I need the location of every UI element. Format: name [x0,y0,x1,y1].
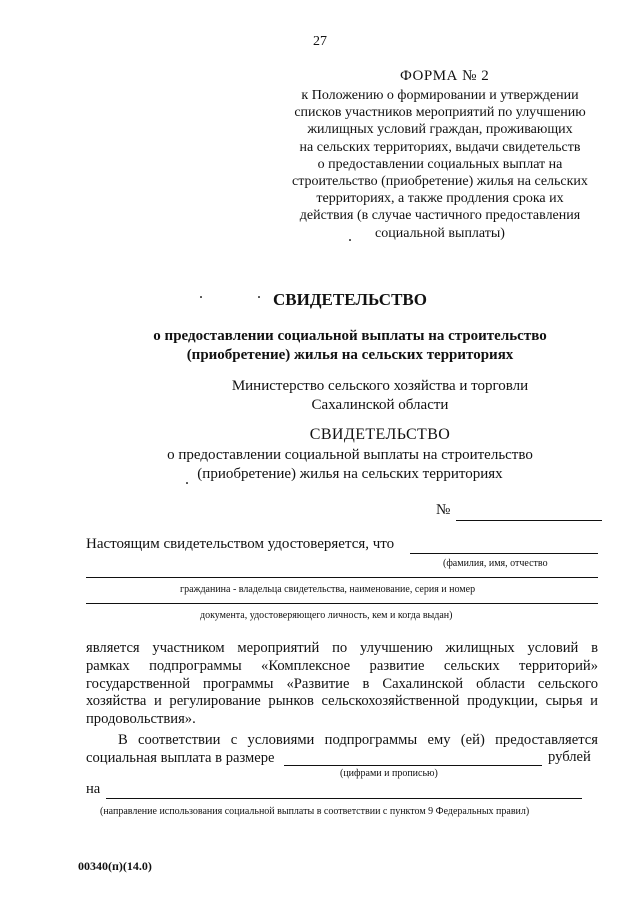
rubles-label: рублей [548,749,591,765]
conditions-line: социальная выплата в размере [86,750,275,766]
payment-amount-field[interactable] [284,765,542,766]
certificate-title: СВИДЕТЕЛЬСТВО [309,426,451,443]
participant-line: государственной программы «Развитие в Сахалинской области сельского [86,675,598,692]
hint-document: документа, удостоверяющего личность, кем и когда выдан) [200,610,453,621]
form-description-line: территориях, а также продления срока их [316,191,564,207]
ministry-line: Министерство сельского хозяйства и торговли [231,378,529,394]
recipient-document-field[interactable] [86,603,598,604]
recipient-name-field[interactable] [410,553,598,554]
conditions-paragraph [86,731,598,767]
scan-speck [349,239,351,241]
form-title: ФОРМА № 2 [400,68,490,84]
form-description [270,87,610,242]
form-description-line: социальной выплаты) [375,225,505,241]
certificate-title-subtitle-line: о предоставлении социальной выплаты на строительство [167,447,533,463]
form-description-line: жилищных условий граждан, проживающих [307,122,573,138]
footer-code: 00340(п)(14.0) [78,859,152,873]
purpose-label: на [86,781,101,797]
ministry-line: Сахалинской области [311,397,449,413]
recipient-citizen-field[interactable] [86,577,598,578]
certificate-number-label: № [436,502,451,518]
ministry-name [160,377,600,415]
form-description-line: к Положению о формировании и утверждении [301,88,579,103]
form-description-line: действия (в случае частичного предоставления [299,208,581,224]
participant-line: хозяйства и регулирование рынков сельскохозяйственной продукции, сырья и [86,693,598,710]
participant-line: продовольствия». [86,711,196,728]
certificate-title-subtitle [130,446,570,484]
form-description-line: списков участников мероприятий по улучшению [294,105,586,121]
certificate-subheading-line: (приобретение) жилья на сельских территориях [186,347,514,363]
hint-citizen: гражданина - владельца свидетельства, наименование, серия и номер [180,584,476,595]
certificate-heading: СВИДЕТЕЛЬСТВО [273,290,427,309]
hint-name: (фамилия, имя, отчество [443,558,548,569]
payment-purpose-field[interactable] [106,798,582,799]
conditions-line: В соответствии с условиями подпрограммы ему (ей) предоставляется [118,732,598,748]
participant-line: является участником мероприятий по улучшению жилищных условий в [86,640,598,656]
form-description-line: о предоставлении социальных выплат на [317,156,563,172]
participant-line: рамках подпрограммы «Комплексное развитие сельских территорий» [86,657,598,674]
certificate-number-field[interactable] [456,520,602,521]
certificate-subheading [130,327,570,365]
hint-purpose: (направление использования социальной выплаты в соответствии с пунктом 9 Федеральных правил) [100,806,530,817]
certify-text: Настоящим свидетельством удостоверяется, что [86,536,395,552]
certificate-title-subtitle-line: (приобретение) жилья на сельских территориях [197,466,503,482]
form-description-line: на сельских территориях, выдачи свидетельств [299,139,581,155]
certificate-subheading-line: о предоставлении социальной выплаты на строительство [153,328,547,344]
form-description-line: строительство (приобретение) жилья на сельских [292,174,588,190]
participant-paragraph [86,640,598,729]
page-number: 27 [313,34,327,49]
hint-amount: (цифрами и прописью) [340,768,438,779]
